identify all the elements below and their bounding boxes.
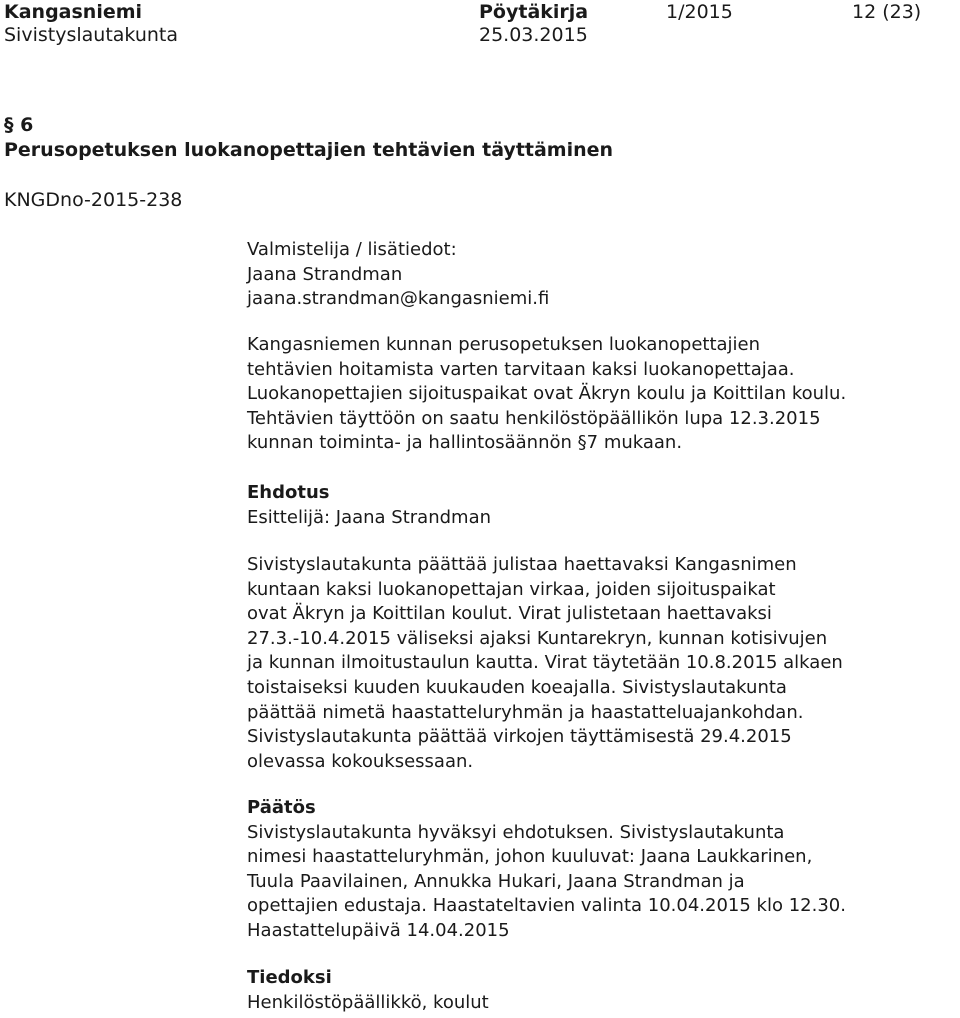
- paragraph-line: Luokanopettajien sijoituspaikat ovat Äkryn koulu ja Koittilan koulu.: [247, 383, 847, 405]
- paragraph-line: ja kunnan ilmoitustaulun kautta. Virat täytetään 10.8.2015 alkaen: [247, 652, 843, 674]
- paragraph-line: päättää nimetä haastatteluryhmän ja haastatteluajankohdan.: [247, 701, 804, 723]
- municipality-name: Kangasniemi: [4, 1, 143, 23]
- preparer-email: jaana.strandman@kangasniemi.fi: [247, 288, 550, 310]
- paragraph-line: opettajien edustaja. Haastateltavien valinta 10.04.2015 klo 12.30.: [247, 895, 846, 917]
- proposal-header-block: [247, 481, 947, 530]
- page-number: 12 (23): [852, 1, 922, 23]
- paragraph-line: Tuula Paavilainen, Annukka Hukari, Jaana Strandman ja: [247, 870, 745, 892]
- paragraph-line: ovat Äkryn ja Koittilan koulut. Virat julistetaan haettavaksi: [247, 603, 772, 625]
- proposal-heading: Ehdotus: [247, 482, 330, 503]
- meeting-date: 25.03.2015: [479, 24, 588, 46]
- decision-block: [247, 796, 947, 944]
- paragraph-line: Tehtävien täyttöön on saatu henkilöstöpäällikön lupa 12.3.2015: [247, 407, 821, 429]
- proposal-paragraph: [247, 553, 947, 774]
- proposal-presenter: Esittelijä: Jaana Strandman: [247, 506, 492, 528]
- preparer-name: Jaana Strandman: [247, 263, 403, 285]
- section-number: § 6: [4, 114, 34, 136]
- preparer-label: Valmistelija / lisätiedot:: [247, 239, 457, 260]
- section-title: Perusopetuksen luokanopettajien tehtävien täyttäminen: [4, 139, 614, 161]
- paragraph-line: Kangasniemen kunnan perusopetuksen luokanopettajien: [247, 334, 761, 355]
- paragraph-line: Sivistyslautakunta hyväksyi ehdotuksen. Sivistyslautakunta: [247, 821, 785, 843]
- document-type: Pöytäkirja: [479, 1, 589, 23]
- background-paragraph: [247, 333, 947, 456]
- paragraph-line: kuntaan kaksi luokanopettajan virkaa, joiden sijoituspaikat: [247, 578, 776, 600]
- info-heading: Tiedoksi: [247, 967, 332, 988]
- paragraph-line: kunnan toiminta- ja hallintosäännön §7 mukaan.: [247, 432, 683, 454]
- document-reference: KNGDno-2015-238: [4, 189, 183, 211]
- paragraph-line: 27.3.-10.4.2015 väliseksi ajaksi Kuntarekryn, kunnan kotisivujen: [247, 627, 828, 649]
- meeting-number: 1/2015: [666, 1, 733, 23]
- paragraph-line: Haastattelupäivä 14.04.2015: [247, 919, 510, 941]
- paragraph-line: Sivistyslautakunta päättää julistaa haettavaksi Kangasnimen: [247, 554, 797, 575]
- info-block: [247, 966, 947, 1015]
- preparer-block: [247, 238, 947, 312]
- committee-name: Sivistyslautakunta: [4, 24, 179, 46]
- paragraph-line: olevassa kokouksessaan.: [247, 750, 474, 772]
- paragraph-line: nimesi haastatteluryhmän, johon kuuluvat: Jaana Laukkarinen,: [247, 846, 813, 868]
- decision-heading: Päätös: [247, 797, 316, 818]
- paragraph-line: Sivistyslautakunta päättää virkojen täyttämisestä 29.4.2015: [247, 726, 792, 748]
- paragraph-line: toistaiseksi kuuden kuukauden koeajalla. Sivistyslautakunta: [247, 676, 787, 698]
- info-recipients: Henkilöstöpäällikkö, koulut: [247, 991, 489, 1013]
- paragraph-line: tehtävien hoitamista varten tarvitaan kaksi luokanopettajaa.: [247, 358, 795, 380]
